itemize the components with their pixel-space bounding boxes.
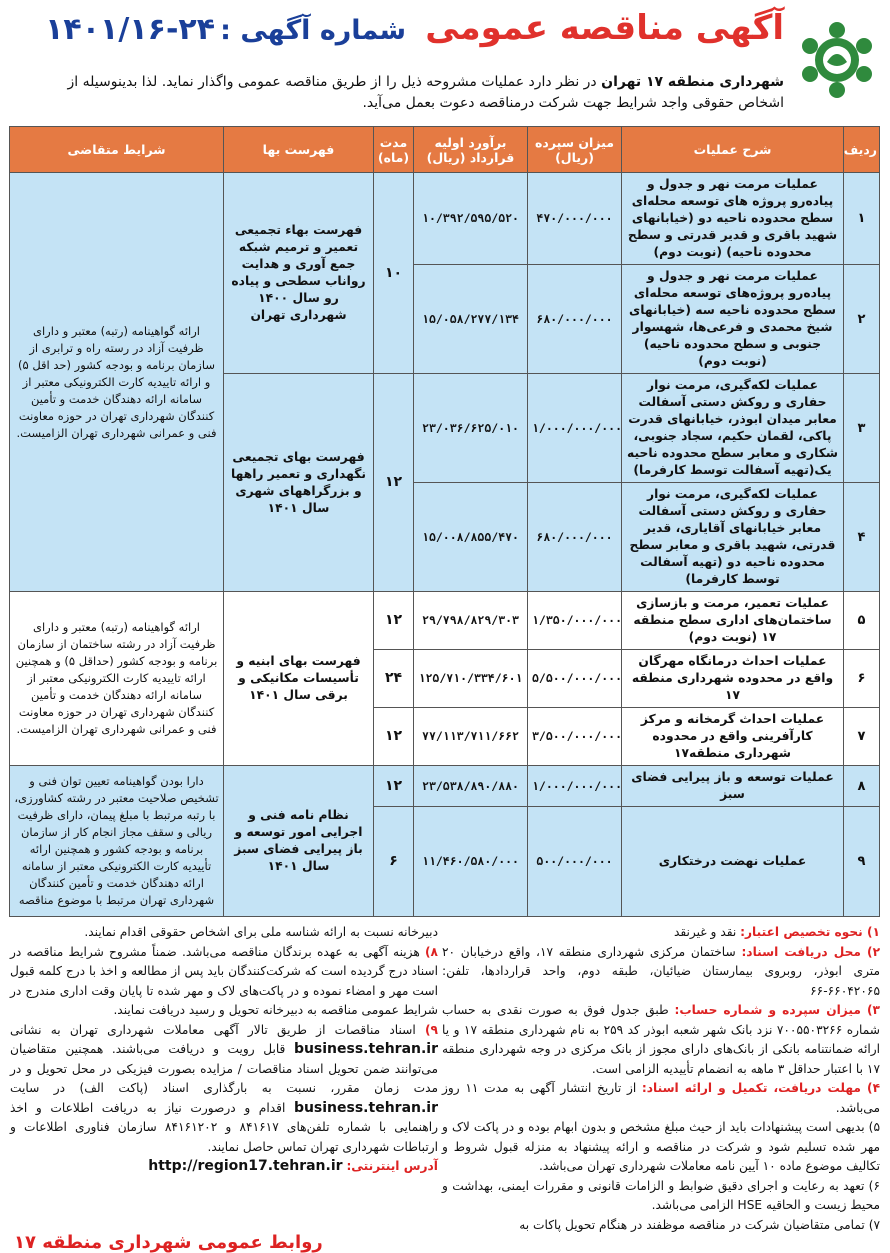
header-conditions: شرایط متقاضی xyxy=(10,127,224,173)
row-estimate: ۷۷/۱۱۳/۷۱۱/۶۶۲ xyxy=(414,708,528,766)
row-radif: ۹ xyxy=(844,807,880,917)
note-9 xyxy=(10,1021,438,1158)
note-2 xyxy=(442,943,880,1002)
row-radif: ۲ xyxy=(844,265,880,374)
row-desc: عملیات لکه‌گیری، مرمت نوار حفاری و روکش دستی آسفالت معابر خیابانهای آقایاری، قدیر قدرتی، شهید باقری و معابر سطح محدوده ناحیه دو (تهیه آسفالت توسط کارفرما) xyxy=(622,483,844,592)
row-list: نظام نامه فنی و اجرایی امور توسعه و باز پیرایی فضای سبز سال ۱۴۰۱ xyxy=(224,766,374,917)
note-9-text-c: اقدام و درصورت نیاز به دریافت اطلاعات و اخذ راهنمایی با شماره تلفن‌های ۸۴۱۶۱۷ و ۸۴۱۶۱۲۰۲ سازمان فناوری اطلاعات و ارتباطات شهرداری تهران تماس حاصل نمایند. xyxy=(10,1100,438,1154)
header-list: فهرست بها xyxy=(224,127,374,173)
notice-number-label: شماره آگهی : xyxy=(220,15,407,46)
row-duration: ۱۲ xyxy=(374,708,414,766)
row-deposit: ۱/۰۰۰/۰۰۰/۰۰۰ xyxy=(528,374,622,483)
public-relations-signature: روابط عمومی شهرداری منطقه ۱۷ xyxy=(14,1232,323,1253)
row-radif: ۶ xyxy=(844,650,880,708)
row-desc: عملیات مرمت نهر و جدول و پیاده‌رو پروژه‌های توسعه محله‌ای سطح محدوده ناحیه سه (خیابانهای شیخ محمدی و فرعی‌ها، شهسوار جنوبی و سطح محدوده ناحیه) (نوبت دوم) xyxy=(622,265,844,374)
row-desc: عملیات توسعه و باز پیرایی فضای سبز xyxy=(622,766,844,807)
note-4-text: از تاریخ انتشار آگهی به مدت ۱۱ روز می‌باشد. xyxy=(442,1081,880,1115)
row-duration: ۱۲ xyxy=(374,592,414,650)
row-conditions: ارائه گواهینامه (رتبه) معتبر و دارای ظرفیت آزاد در رسته راه و ترابری از سازمان برنامه و بودجه کشور (حد اقل ۵) و ارائه تاییدیه کارت الکترونیکی معتبر از سامانه ارائه دهندگان خدمت و تأمین کنندگان شهرداری تهران در حوزه معاونت فنی و عمرانی شهرداری تهران الزامیست. xyxy=(10,173,224,592)
note-1 xyxy=(442,923,880,943)
note-4-label: ۴) مهلت دریافت، تکمیل و ارائه اسناد: xyxy=(641,1081,881,1095)
row-estimate: ۱۵/۰۵۸/۲۷۷/۱۳۴ xyxy=(414,265,528,374)
row-estimate: ۲۳/۰۳۶/۶۲۵/۰۱۰ xyxy=(414,374,528,483)
table-header-row xyxy=(10,127,880,173)
notes-left-column xyxy=(10,923,438,1177)
row-duration: ۱۲ xyxy=(374,766,414,807)
header-duration: مدت (ماه) xyxy=(374,127,414,173)
row-duration: ۲۴ xyxy=(374,650,414,708)
row-desc: عملیات نهضت درختکاری xyxy=(622,807,844,917)
notice-header xyxy=(10,6,880,126)
intro-municipality: شهرداری منطقه ۱۷ تهران xyxy=(601,74,784,90)
notice-intro xyxy=(30,72,784,114)
row-list: فهرست بهاء تجمیعی تعمیر و ترمیم شبکه جمع آوری و هدایت رواناب سطحی و پیاده رو سال ۱۴۰۰ شهرداری تهران xyxy=(224,173,374,374)
row-deposit: ۳/۵۰۰/۰۰۰/۰۰۰ xyxy=(528,708,622,766)
row-desc: عملیات لکه‌گیری، مرمت نوار حفاری و روکش دستی آسفالت معابر میدان ابوذر، خیابانهای قدرت پاکی، لقمان حکیم، سجاد جنوبی، شکاری و معابر سطح محدوده ناحیه یک(تهیه آسفالت توسط کارفرما) xyxy=(622,374,844,483)
note-6: ۶) تعهد به رعایت و اجرای دقیق ضوابط و الزامات قانونی و مقررات ایمنی، بهداشت و محیط زیست و الحاقیه HSE الزامی می‌باشد. xyxy=(442,1178,880,1212)
row-estimate: ۱۱/۴۶۰/۵۸۰/۰۰۰ xyxy=(414,807,528,917)
note-7-continued: دبیرخانه نسبت به ارائه شناسه ملی برای اشخاص حقوقی اقدام نمایند. xyxy=(84,925,438,939)
row-estimate: ۲۳/۵۳۸/۸۹۰/۸۸۰ xyxy=(414,766,528,807)
row-duration: ۱۰ xyxy=(374,173,414,374)
row-radif: ۴ xyxy=(844,483,880,592)
tehran-municipality-logo-icon xyxy=(798,16,876,104)
note-8-text: هزینه آگهی به عهده برندگان مناقصه می‌باشد. ضمناً مشروح شرایط مناقصه در اسناد درج گردیده است که شرکت‌کنندگان باید پس از مطالعه و اخذ با درج کلمه قبول است مهر و امضاء نموده و در پاکت‌های لاک و مهر شده تا پایان وقت اداری مندرج در شرایط عمومی مناقصه به دبیرخانه تحویل و رسید دریافت نمایند. xyxy=(10,944,438,1017)
business-site-link[interactable]: business.tehran.ir xyxy=(293,1041,438,1057)
row-estimate: ۱۲۵/۷۱۰/۳۳۴/۶۰۱ xyxy=(414,650,528,708)
note-2-label: ۲) محل دریافت اسناد: xyxy=(741,944,881,959)
note-5: ۵) بدیهی است پیشنهادات باید از حیث مبلغ مشخص و بدون ابهام بوده و در پاکت لاک و مهر شده تسلیم شود و شرکت در مناقصه و ارائه پیشنهاد به منزله قبول شروط و تکالیف موضوع ماده ۱۰ آیین نامه معاملات شهرداری تهران می‌باشد. xyxy=(442,1120,880,1173)
tender-table xyxy=(9,126,880,917)
header-desc: شرح عملیات xyxy=(622,127,844,173)
header-deposit: میزان سپرده (ریال) xyxy=(528,127,622,173)
row-desc: عملیات احداث درمانگاه مهرگان واقع در محدوده شهرداری منطقه ۱۷ xyxy=(622,650,844,708)
row-conditions: ارائه گواهینامه (رتبه) معتبر و دارای ظرفیت آزاد در رشته ساختمان از سازمان برنامه و بودجه کشور (حداقل ۵) و همچنین ارائه تاییدیه کارت الکترونیکی معتبر از سامانه ارائه دهندگان خدمت و تأمین کنندگان شهرداری تهران در حوزه معاونت فنی و عمرانی شهرداری تهران الزامیست. xyxy=(10,592,224,766)
website-line xyxy=(10,1157,438,1177)
row-deposit: ۶۸۰/۰۰۰/۰۰۰ xyxy=(528,483,622,592)
note-7: ۷) تمامی متقاضیان شرکت در مناقصه موظفند در هنگام تحویل پاکات به xyxy=(519,1217,880,1232)
row-desc: عملیات مرمت نهر و جدول و پیاده‌رو پروژه های توسعه محله‌ای سطح محدوده ناحیه دو (خیابانهای شهید باقری و قدیر قدرتی و سطح محدوده ناحیه) (نوبت دوم) xyxy=(622,173,844,265)
notice-title-line xyxy=(30,8,784,48)
note-4 xyxy=(442,1079,880,1118)
row-estimate: ۱۵/۰۰۸/۸۵۵/۴۷۰ xyxy=(414,483,528,592)
note-8-label: ۸) xyxy=(424,944,438,959)
row-duration: ۱۲ xyxy=(374,374,414,592)
row-deposit: ۴۷۰/۰۰۰/۰۰۰ xyxy=(528,173,622,265)
row-radif: ۵ xyxy=(844,592,880,650)
note-3 xyxy=(442,1001,880,1079)
header-radif: ردیف xyxy=(844,127,880,173)
website-label: آدرس اینترنتی: xyxy=(346,1159,438,1173)
row-conditions: دارا بودن گواهینامه تعیین توان فنی و تشخیص صلاحیت معتبر در رشته کشاورزی، با رتبه مرتبط با مبلغ پیمان، دارای ظرفیت ریالی و سقف مجاز انجام کار از سازمان برنامه و بودجه کشور و همچنین ارائه تأییدیه کارت الکترونیکی معتبر از سامانه ارائه دهندگان خدمت و تأمین کنندگان شهرداری تهران مرتبط با موضوع مناقصه xyxy=(10,766,224,917)
table-row xyxy=(10,766,880,807)
notice-title: آگهی مناقصه عمومی xyxy=(425,8,784,48)
row-estimate: ۱۰/۳۹۲/۵۹۵/۵۲۰ xyxy=(414,173,528,265)
row-duration: ۶ xyxy=(374,807,414,917)
note-9-text-b: قابل رویت و دریافت می‌باشند. همچنین متقاضیان می‌توانند ضمن تحویل اسناد مناقصات / مزایده بصورت فیزیکی در محل تحویل و در مدت زمان مقرر، نسبت به بارگذاری اسناد (پاکت الف) در سایت xyxy=(10,1042,438,1095)
note-3-label: ۳) میزان سپرده و شماره حساب: xyxy=(674,1003,880,1017)
notes-right-column xyxy=(442,923,880,1235)
row-list: فهرست بهای ابنیه و تأسیسات مکانیکی و برقی سال ۱۴۰۱ xyxy=(224,592,374,766)
notice-number: ۲۴-۱۴۰۱/۱۶ xyxy=(45,12,216,47)
row-deposit: ۶۸۰/۰۰۰/۰۰۰ xyxy=(528,265,622,374)
row-radif: ۱ xyxy=(844,173,880,265)
note-8 xyxy=(10,943,438,1021)
notes-section xyxy=(10,923,880,1253)
row-deposit: ۵۰۰/۰۰۰/۰۰۰ xyxy=(528,807,622,917)
row-deposit: ۱/۰۰۰/۰۰۰/۰۰۰ xyxy=(528,766,622,807)
row-radif: ۸ xyxy=(844,766,880,807)
row-desc: عملیات تعمیر، مرمت و بازسازی ساختمان‌های اداری سطح منطقه ۱۷ (نوبت دوم) xyxy=(622,592,844,650)
note-1-label: ۱) نحوه تخصیص اعتبار: xyxy=(740,925,880,939)
row-estimate: ۲۹/۷۹۸/۸۲۹/۳۰۳ xyxy=(414,592,528,650)
note-1-text: نقد و غیرنقد xyxy=(673,925,741,939)
row-radif: ۳ xyxy=(844,374,880,483)
table-row xyxy=(10,592,880,650)
note-2-text: ساختمان مرکزی شهرداری منطقه ۱۷، واقع درخیابان ۲۰ متری ابوذر، روبروی بیمارستان ضیائیان، طبقه دوم، واحد قراردادها، تلفن: ۶۶۰۴۲۰۶۵-۶۶ xyxy=(442,944,880,998)
region-website-link[interactable]: http://region17.tehran.ir xyxy=(148,1158,343,1174)
intro-text: در نظر دارد عملیات مشروحه ذیل را از طریق مناقصه عمومی واگذار نماید. لذا بدینوسیله از اشخاص حقوقی واجد شرایط جهت شرکت درمناقصه دعوت بعمل می‌آید. xyxy=(67,74,784,111)
row-list: فهرست بهای تجمیعی نگهداری و تعمیر راهها و بزرگراههای شهری سال ۱۴۰۱ xyxy=(224,374,374,592)
table-row xyxy=(10,173,880,265)
row-deposit: ۱/۳۵۰/۰۰۰/۰۰۰ xyxy=(528,592,622,650)
row-desc: عملیات احداث گرمخانه و مرکز کارآفرینی واقع در محدوده شهرداری منطقه۱۷ xyxy=(622,708,844,766)
row-radif: ۷ xyxy=(844,708,880,766)
header-estimate: برآورد اولیه قرارداد (ریال) xyxy=(414,127,528,173)
note-9-text-a: اسناد مناقصات از طریق تالار آگهی معاملات شهرداری تهران به نشانی xyxy=(10,1022,425,1037)
note-3-text: طبق جدول فوق به صورت نقدی به حساب شماره ۷۰۰۵۵۰۳۲۶۶ نزد بانک شهر شعبه ابوذر کد ۲۵۹ به نام شهرداری منطقه ۱۷ و یا ارائه ضمانتنامه بانکی از بانک‌های دارای مجوز از بانک مرکزی در وجه شهرداری منطقه ۱۷ با اعتبار حداقل ۳ ماهه به انضمام تأییدیه الزامی است. xyxy=(442,1003,880,1076)
note-9-label: ۹) xyxy=(424,1022,438,1037)
business-site-link-2[interactable]: business.tehran.ir xyxy=(293,1099,438,1116)
row-deposit: ۵/۵۰۰/۰۰۰/۰۰۰ xyxy=(528,650,622,708)
